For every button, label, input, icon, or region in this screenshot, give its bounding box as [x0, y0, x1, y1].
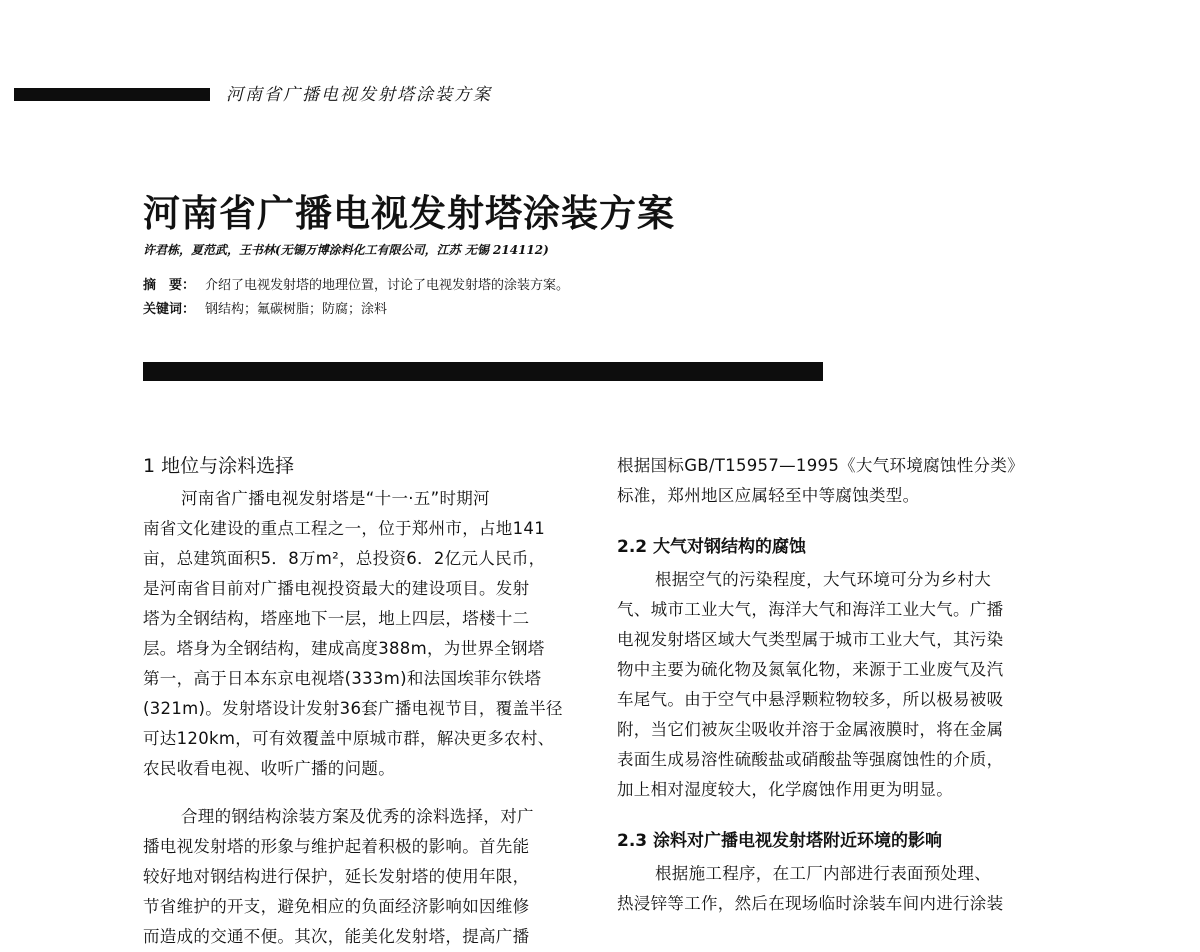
- keywords-line: [143, 298, 387, 317]
- paragraph-gap: [617, 805, 1057, 823]
- paragraph-line: 车尾气。由于空气中悬浮颗粒物较多，所以极易被吸: [617, 690, 1004, 709]
- paragraph-line: 播电视发射塔的形象与维护起着积极的影响。首先能: [143, 837, 530, 856]
- paragraph-line: 物中主要为硫化物及氮氧化物，来源于工业废气及汽: [617, 660, 1004, 679]
- section-heading: 1 地位与涂料选择: [143, 455, 295, 477]
- paragraph-line: 而造成的交通不便。其次，能美化发射塔，提高广播: [143, 927, 530, 946]
- subsection-heading-2-2: 2.2 大气对钢结构的腐蚀: [617, 537, 807, 557]
- abstract-line: [143, 274, 569, 293]
- paragraph-line: 层。塔身为全钢结构，建成高度388m，为世界全钢塔: [143, 639, 545, 658]
- paragraph-line: 河南省广播电视发射塔是“十一·五”时期河: [181, 489, 490, 508]
- paragraph-gap: [617, 511, 1057, 529]
- paragraph-line: 合理的钢结构涂装方案及优秀的涂料选择，对广: [181, 807, 534, 826]
- paragraph-line: 根据空气的污染程度，大气环境可分为乡村大: [655, 570, 991, 589]
- right-column: [617, 448, 1057, 919]
- abstract-text: 介绍了电视发射塔的地理位置，讨论了电视发射塔的涂装方案。: [205, 278, 570, 293]
- abstract-label: 摘 要：: [143, 278, 196, 293]
- paragraph-line: 较好地对钢结构进行保护，延长发射塔的使用年限，: [143, 867, 530, 886]
- running-head: 河南省广播电视发射塔涂装方案: [226, 85, 492, 105]
- paragraph-line: 加上相对湿度较大，化学腐蚀作用更为明显。: [617, 780, 953, 799]
- paragraph-line: 是河南省目前对广播电视投资最大的建设项目。发射: [143, 579, 530, 598]
- paragraph-line: 农民收看电视、收听广播的问题。: [143, 759, 395, 778]
- left-column: [143, 448, 583, 952]
- paragraph-line: 气、城市工业大气，海洋大气和海洋工业大气。广播: [617, 600, 1004, 619]
- paragraph-line: 塔为全钢结构，塔座地下一层，地上四层，塔楼十二: [143, 609, 530, 628]
- keywords-text: 钢结构；氟碳树脂；防腐；涂料: [205, 302, 388, 317]
- section-divider-bar: [143, 362, 823, 381]
- paragraph-line: (321m)。发射塔设计发射36套广播电视节目，覆盖半径: [143, 699, 563, 718]
- paper-title: 河南省广播电视发射塔涂装方案: [143, 192, 675, 235]
- paragraph-line: 可达120km，可有效覆盖中原城市群，解决更多农村、: [143, 729, 555, 748]
- header-decoration-bar: [14, 88, 210, 101]
- paragraph-line: 根据国标GB/T15957—1995《大气环境腐蚀性分类》: [617, 456, 1024, 475]
- paragraph-gap: [143, 784, 583, 802]
- subsection-heading-2-3: 2.3 涂料对广播电视发射塔附近环境的影响: [617, 831, 943, 851]
- paragraph-line: 附，当它们被灰尘吸收并溶于金属液膜时，将在金属: [617, 720, 1004, 739]
- paragraph-line: 根据施工程序，在工厂内部进行表面预处理、: [655, 864, 991, 883]
- paragraph-line: 表面生成易溶性硫酸盐或硝酸盐等强腐蚀性的介质，: [617, 750, 1004, 769]
- paragraph-line: 节省维护的开支，避免相应的负面经济影响如因维修: [143, 897, 530, 916]
- paragraph-line: 热浸锌等工作，然后在现场临时涂装车间内进行涂装: [617, 894, 1004, 913]
- paragraph-line: 电视发射塔区域大气类型属于城市工业大气，其污染: [617, 630, 1004, 649]
- paragraph-line: 第一，高于日本东京电视塔(333m)和法国埃菲尔铁塔: [143, 669, 542, 688]
- paragraph-line: 标准，郑州地区应属轻至中等腐蚀类型。: [617, 486, 920, 505]
- paragraph-line: 亩，总建筑面积5．8万m²，总投资6．2亿元人民币，: [143, 549, 546, 568]
- paragraph-line: 南省文化建设的重点工程之一，位于郑州市，占地141: [143, 519, 545, 538]
- keywords-label: 关键词：: [143, 302, 196, 317]
- authors-line: 许君栋，夏范武，王书林(无锡万博涂料化工有限公司，江苏 无锡 214112): [143, 243, 549, 257]
